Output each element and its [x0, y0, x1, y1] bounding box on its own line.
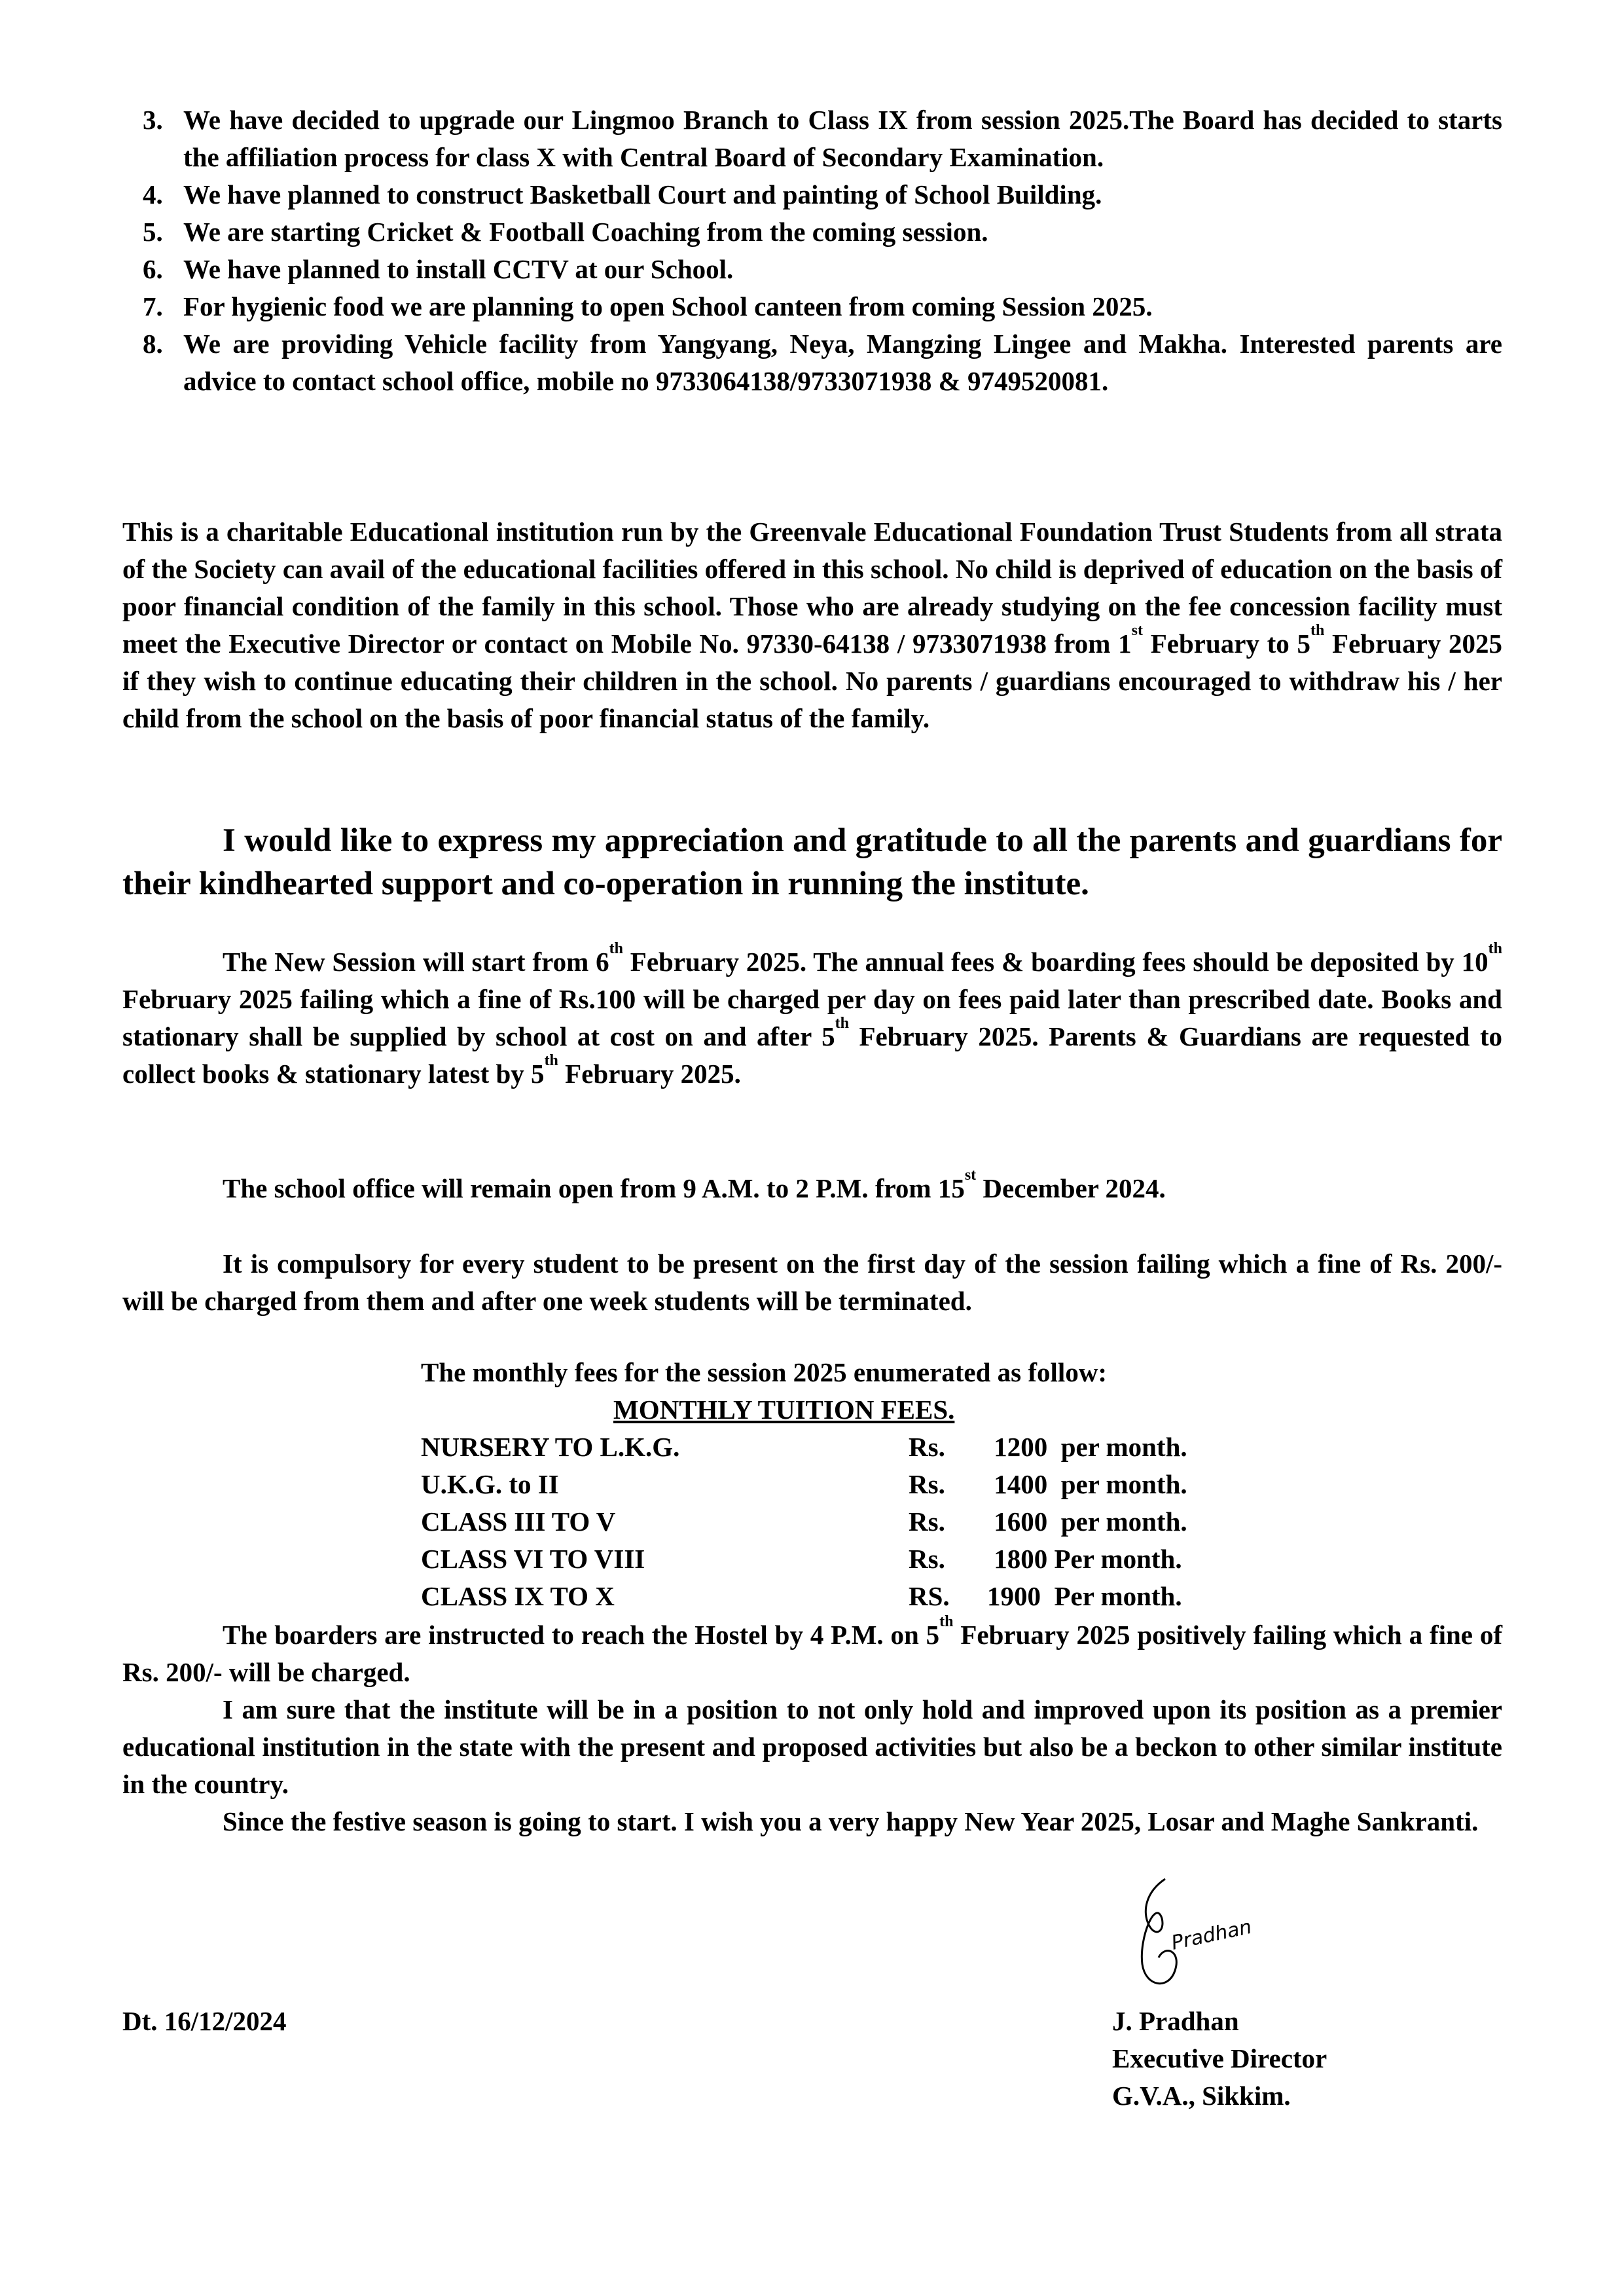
signatory-org: G.V.A., Sikkim. — [1112, 2081, 1291, 2111]
list-item: 3. We have decided to upgrade our Lingmoo Branch to Class IX from session 2025.The Board has decided to starts the affiliation process for class X with Central Board of Secondary Examination. — [143, 105, 1502, 172]
signature-text: Pradhan — [1169, 1915, 1254, 1955]
list-item: 7. For hygienic food we are planning to open School canteen from coming Session 2025. — [143, 291, 1153, 321]
signatory-block — [1112, 2003, 1327, 2115]
closing-paragraph: I am sure that the institute will be in a position to not only hold and improved upon its position as a premier educational institution in the state with the present and proposed activities but also be a beckon to other similar institute in the country. — [122, 1694, 1502, 1799]
list-item: 8. We are providing Vehicle facility from Yangyang, Neya, Mangzing Lingee and Makha. Interested parents are advice to contact school office, mobile no 9733064138/9733071938 & 9749520081. — [143, 329, 1502, 396]
table-row: NURSERY TO L.K.G. Rs. 1200 per month. — [421, 1432, 1187, 1462]
table-row: CLASS III TO V Rs. 1600 per month. — [421, 1506, 1187, 1537]
numbered-list — [0, 101, 1624, 400]
attendance-paragraph: It is compulsory for every student to be present on the first day of the session failing which a fine of Rs. 200/- will be charged from them and after one week students will be terminated. — [122, 1248, 1502, 1316]
table-row: CLASS IX TO X RS. 1900 Per month. — [421, 1581, 1182, 1611]
appreciation-paragraph: I would like to express my appreciation and gratitude to all the parents and guardians for their kindhearted support and co-operation in running the institute. — [122, 822, 1502, 902]
list-item: 6. We have planned to install CCTV at our School. — [143, 254, 734, 284]
table-row: U.K.G. to II Rs. 1400 per month. — [421, 1469, 1187, 1499]
boarders-paragraph: The boarders are instructed to reach the Hostel by 4 P.M. on 5th February 2025 positively failing which a fine of Rs. 200/- will be charged. — [122, 1613, 1502, 1687]
fees-title: MONTHLY TUITION FEES. — [613, 1394, 955, 1425]
festive-paragraph: Since the festive season is going to start. I wish you a very happy New Year 2025, Losar and Maghe Sankranti. — [223, 1806, 1479, 1836]
signatory-title: Executive Director — [1112, 2043, 1327, 2073]
date: Dt. 16/12/2024 — [122, 2006, 287, 2036]
list-item: 4. We have planned to construct Basketball Court and painting of School Building. — [143, 179, 1102, 210]
fees-intro: The monthly fees for the session 2025 enumerated as follow: — [421, 1357, 1108, 1387]
list-item: 5. We are starting Cricket & Football Coaching from the coming session. — [143, 217, 988, 247]
office-hours-paragraph: The school office will remain open from 9 A.M. to 2 P.M. from 15st December 2024. — [223, 1167, 1166, 1203]
table-row: CLASS VI TO VIII Rs. 1800 Per month. — [421, 1544, 1182, 1574]
charity-paragraph: This is a charitable Educational institution run by the Greenvale Educational Foundation Trust Students from all strata of the Society can avail of the educational facilities offered in this school. No child is deprived of education on the basis of poor financial condition of the family in this school. Those who are already studying on the fee concession facility must meet the Executive Director or contact on Mobile No. 97330-64138 / 9733071938 from 1st February to 5th February 2025 if they wish to continue educating their children in the school. No parents / guardians encouraged to withdraw his / her child from the school on the basis of poor financial status of the family. — [122, 517, 1503, 733]
session-paragraph: The New Session will start from 6th February 2025. The annual fees & boarding fees should be deposited by 10th February 2025 failing which a fine of Rs.100 will be charged per day on fees paid later than prescribed date. Books and stationary shall be supplied by school at cost on and after 5th February 2025. Parents & Guardians are requested to collect books & stationary latest by 5th February 2025. — [122, 940, 1502, 1089]
signature — [1119, 1872, 1290, 2003]
signatory-name: J. Pradhan — [1112, 2006, 1239, 2036]
fees-table — [421, 1429, 1262, 1615]
